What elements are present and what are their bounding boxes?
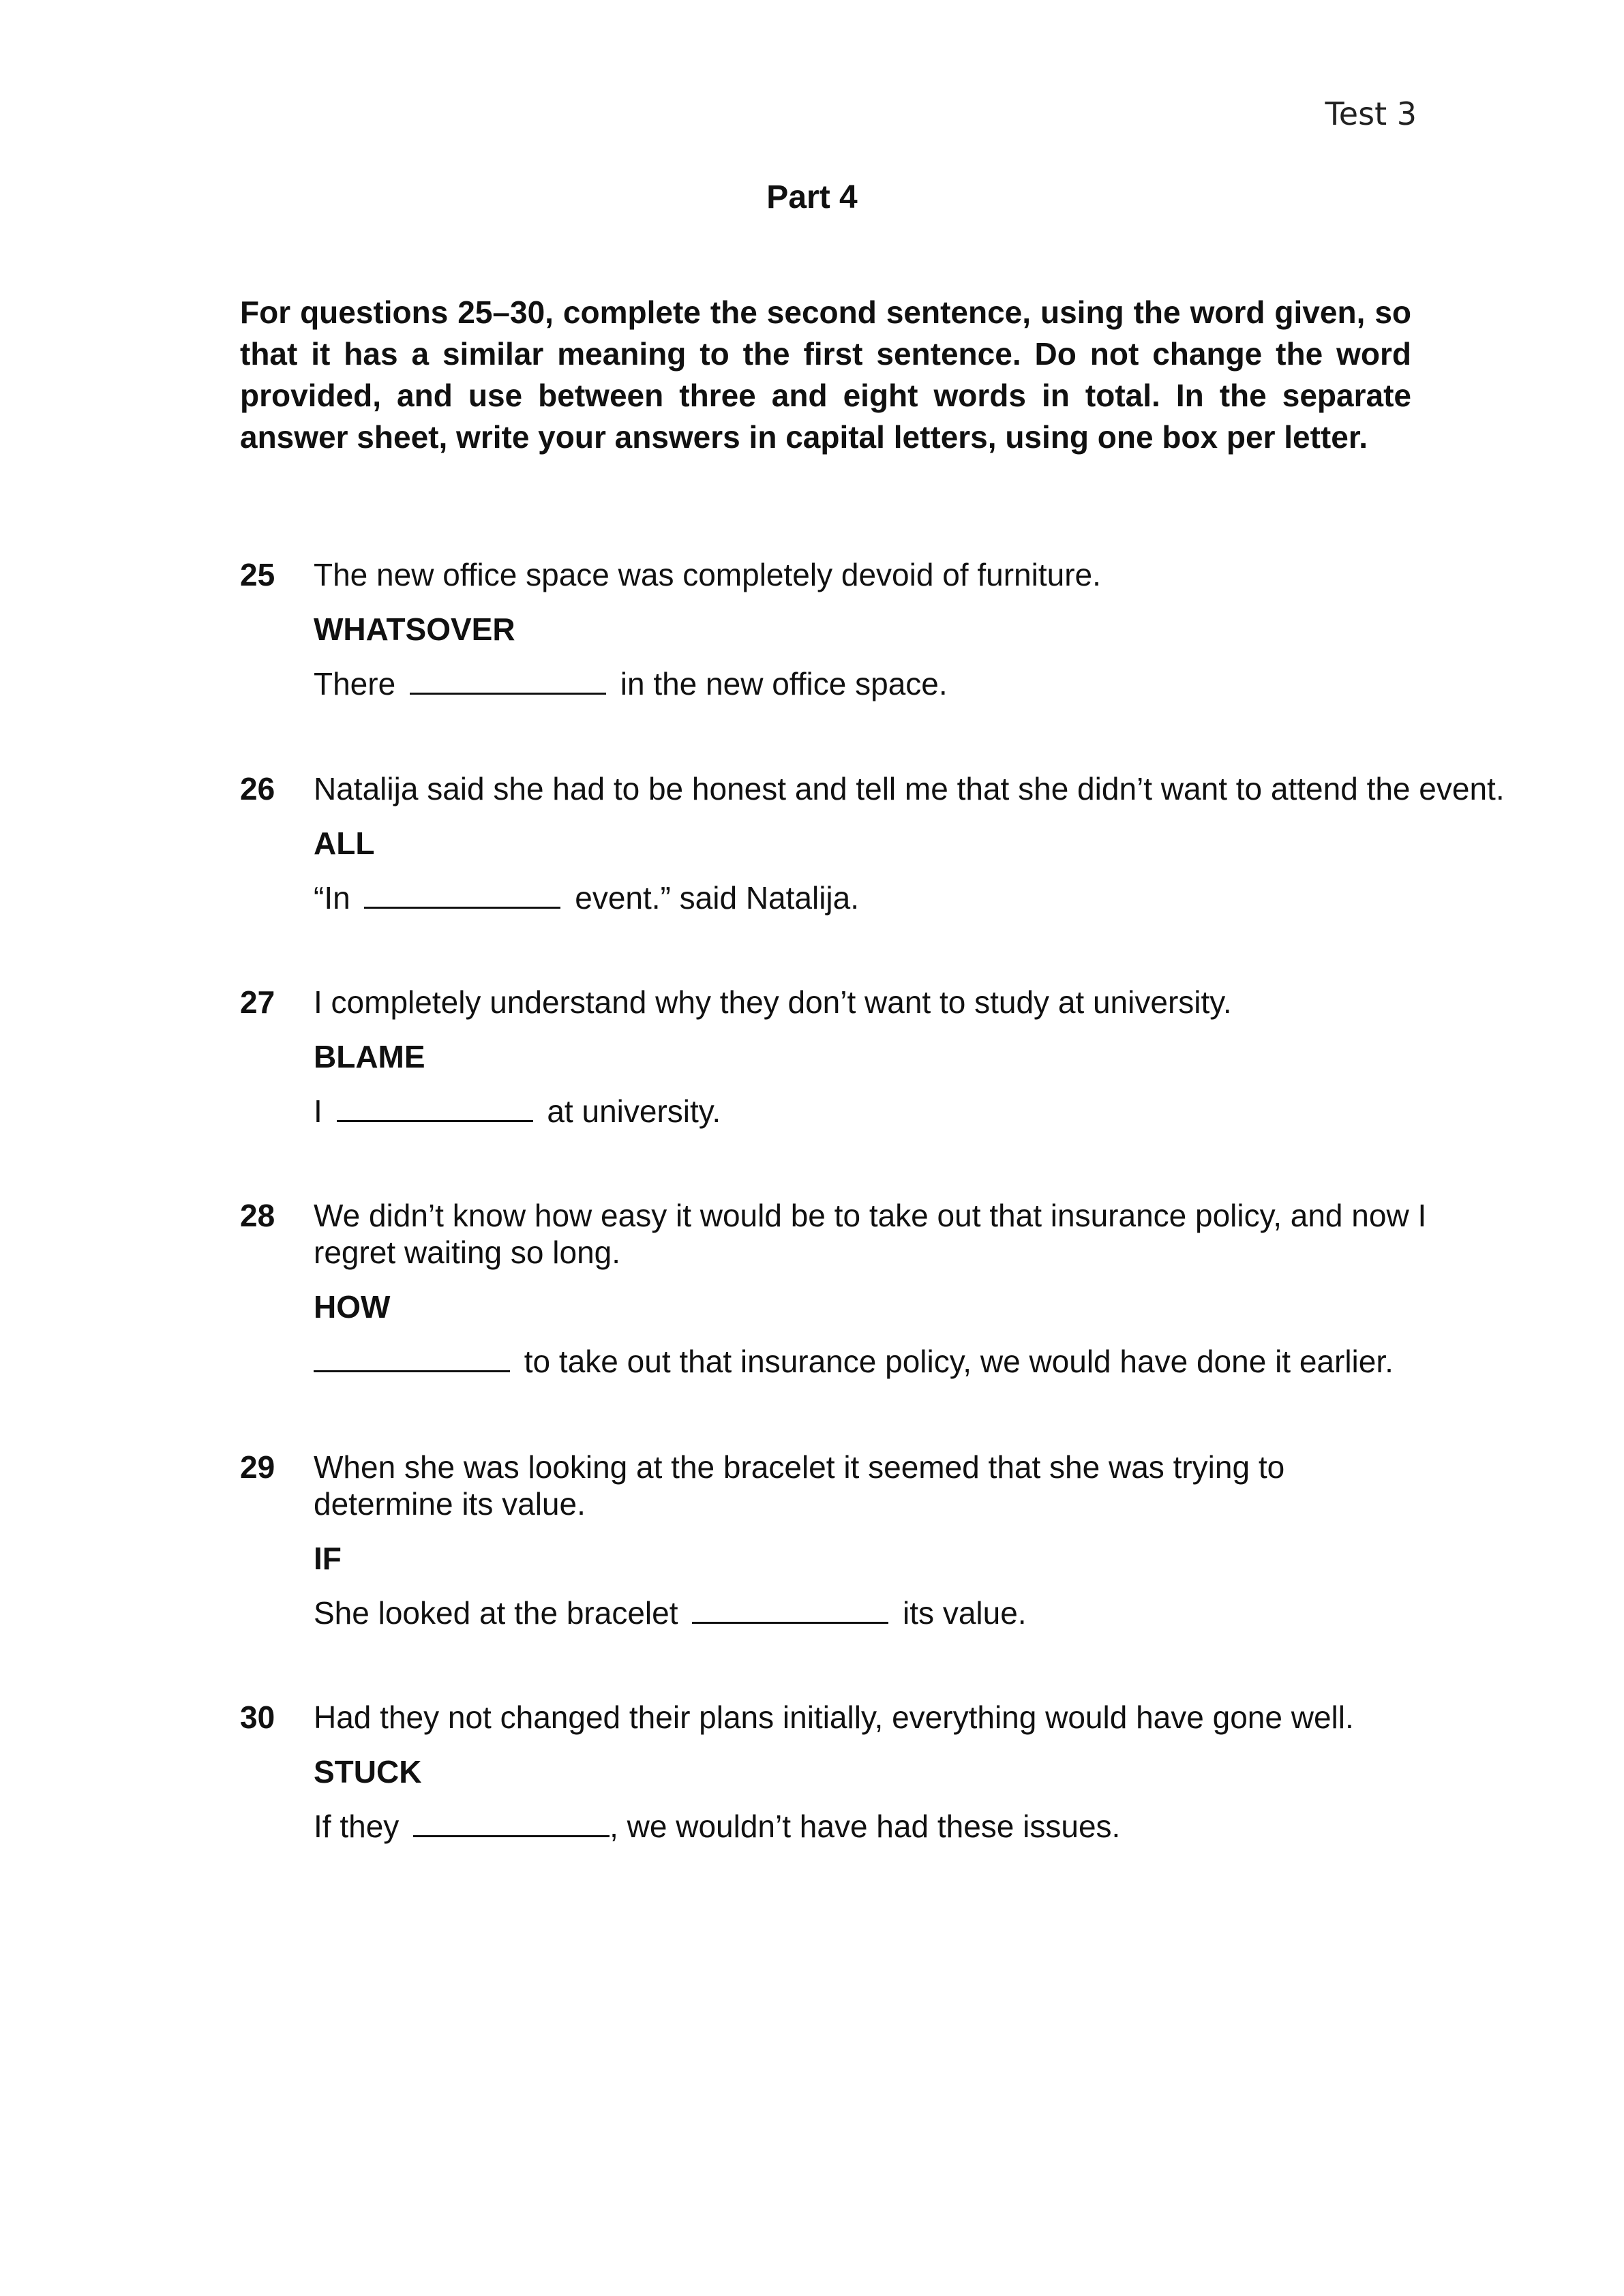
completion-end: its value. <box>903 1595 1027 1631</box>
completion-sentence <box>314 1808 1486 1845</box>
key-word: WHATSOVER <box>314 611 515 647</box>
question-number: 27 <box>240 984 275 1020</box>
answer-blank <box>413 1808 610 1837</box>
completion-end: , we wouldn’t have had these issues. <box>610 1809 1121 1844</box>
question-sentence: I completely understand why they don’t want to study at university. <box>314 984 1232 1020</box>
question-number: 29 <box>240 1449 275 1485</box>
instructions: For questions 25–30, complete the second sentence, using the word given, so that it has a similar meaning to the first sentence. Do not change the word provided, and use between three and eight words in total. In the separate answer sheet, write your answers in capital letters, using one box per letter. <box>240 294 1411 455</box>
completion-end: at university. <box>547 1093 721 1129</box>
question-sentence: Natalija said she had to be honest and tell me that she didn’t want to attend the event. <box>314 771 1505 806</box>
question-sentence: The new office space was completely devoid of furniture. <box>314 557 1101 592</box>
test-label: Test 3 <box>1325 95 1417 132</box>
question-number: 25 <box>240 557 275 592</box>
answer-blank <box>692 1595 888 1624</box>
completion-start: “In <box>314 880 350 916</box>
answer-blank <box>314 1343 510 1372</box>
question-sentence: Had they not changed their plans initially, everything would have gone well. <box>314 1700 1354 1735</box>
key-word: ALL <box>314 826 375 861</box>
answer-blank <box>337 1093 533 1122</box>
question-sentence: We didn’t know how easy it would be to take out that insurance policy, and now I regret waiting so long. <box>314 1198 1427 1270</box>
completion-sentence <box>314 1595 1432 1631</box>
completion-sentence <box>314 665 1486 702</box>
completion-end: in the new office space. <box>620 666 948 701</box>
key-word: STUCK <box>314 1754 422 1789</box>
completion-sentence <box>314 1343 1432 1380</box>
question-number: 30 <box>240 1700 275 1735</box>
completion-end: event.” said Natalija. <box>575 880 860 916</box>
completion-sentence <box>314 879 1561 916</box>
completion-start: She looked at the bracelet <box>314 1595 678 1631</box>
question-sentence: When she was looking at the bracelet it seemed that she was trying to determine its value. <box>314 1449 1285 1522</box>
answer-blank <box>410 665 606 695</box>
completion-start: I <box>314 1093 322 1129</box>
question-number: 28 <box>240 1198 275 1233</box>
key-word: IF <box>314 1541 342 1576</box>
completion-sentence <box>314 1093 1486 1130</box>
completion-start: There <box>314 666 396 701</box>
answer-blank <box>364 879 560 909</box>
completion-end: to take out that insurance policy, we would have done it earlier. <box>524 1344 1394 1379</box>
key-word: HOW <box>314 1289 391 1325</box>
key-word: BLAME <box>314 1039 425 1074</box>
completion-start: If they <box>314 1809 400 1844</box>
question-number: 26 <box>240 771 275 806</box>
part-title: Part 4 <box>766 179 858 215</box>
